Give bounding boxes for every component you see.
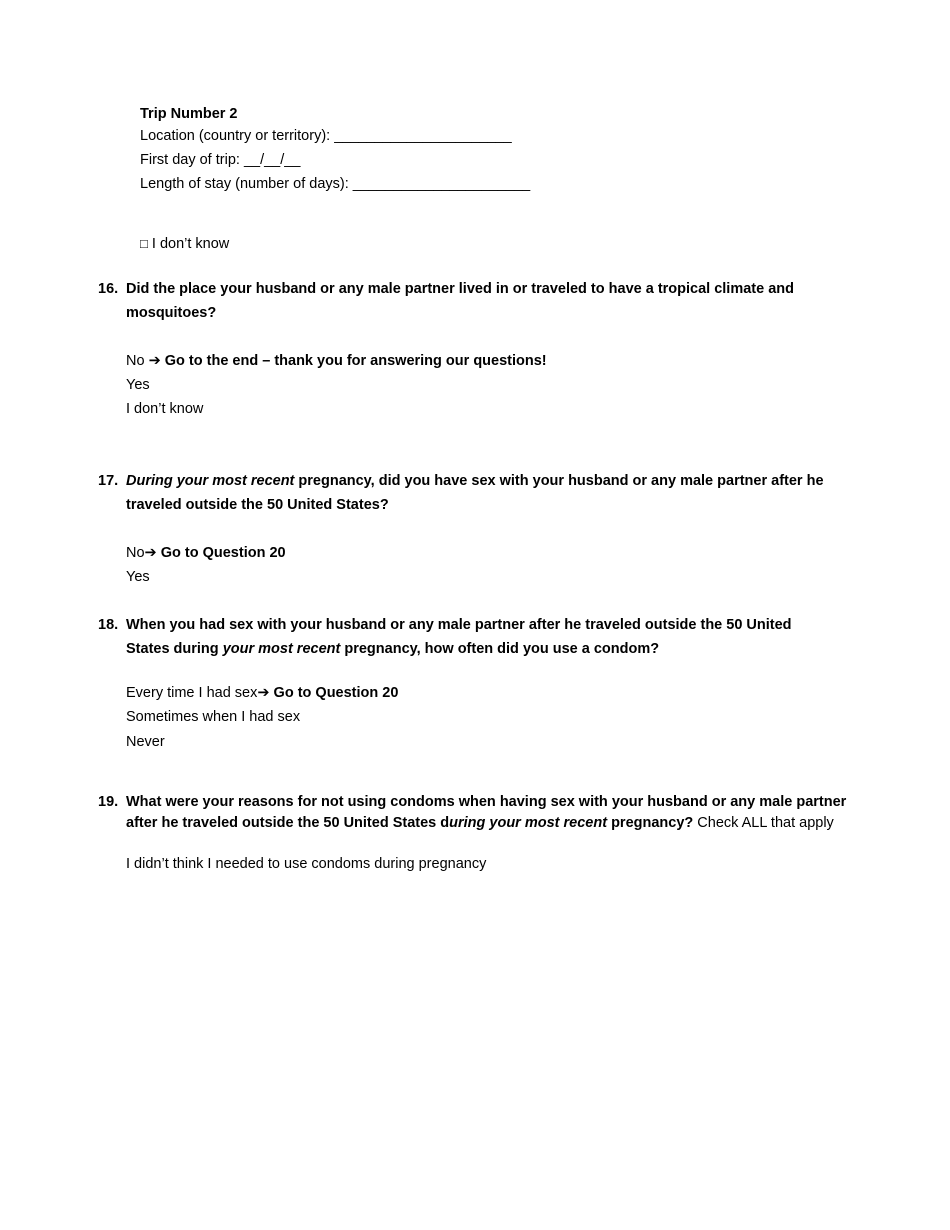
q17-text-rest: pregnancy, did you have sex with your husband or any male partner after he (294, 473, 824, 489)
first-day-row (140, 150, 300, 170)
q17-number: 17. (98, 473, 119, 489)
length-field[interactable]: ______________________ (352, 176, 531, 192)
q19-text-line1: What were your reasons for not using condoms when having sex with your husband or any male partner (126, 794, 847, 810)
first-day-field[interactable]: __/__/__ (243, 152, 301, 168)
q17-emphasis: During your most recent (126, 473, 295, 489)
q18-option-every-time[interactable] (126, 683, 398, 703)
length-label: Length of stay (number of days): (140, 176, 353, 192)
q17-option-no-label: No (126, 545, 145, 561)
q19-option-1[interactable]: I didn’t think I needed to use condoms during pregnancy (126, 856, 487, 872)
q18-text-line2 (126, 639, 659, 659)
q18-emphasis: your most recent (222, 641, 341, 657)
arrow-right-icon: ➔ (148, 353, 161, 369)
q19-instruction: Check ALL that apply (693, 815, 834, 831)
location-label: Location (country or territory): (140, 128, 335, 144)
q19-text-line2 (126, 813, 834, 833)
q18-number: 18. (98, 617, 119, 633)
checkbox-icon[interactable]: □ (140, 236, 148, 251)
q17-text-line2: traveled outside the 50 United States? (126, 497, 389, 513)
q18-skip-instruction: Go to Question 20 (269, 685, 399, 701)
q18-option-never[interactable]: Never (126, 734, 165, 750)
q18-text-part1: States during (126, 641, 223, 657)
q17-option-yes[interactable]: Yes (126, 569, 150, 585)
q16-skip-instruction: Go to the end – thank you for answering our questions! (160, 353, 547, 369)
q16-option-no-label: No (126, 353, 149, 369)
q18-option-sometimes[interactable]: Sometimes when I had sex (126, 709, 301, 725)
trip-heading: Trip Number 2 (140, 106, 238, 122)
length-row (140, 174, 530, 194)
q18-text-line1: When you had sex with your husband or any male partner after he traveled outside the 50 United (126, 617, 792, 633)
q18-text-part2: pregnancy, how often did you use a condom? (340, 641, 660, 657)
q19-text-part2: pregnancy? (607, 815, 694, 831)
q19-text-part1: after he traveled outside the 50 United States d (126, 815, 450, 831)
q17-skip-instruction: Go to Question 20 (156, 545, 286, 561)
q17-option-no[interactable] (126, 543, 286, 563)
arrow-right-icon: ➔ (257, 685, 270, 701)
q16-option-yes[interactable]: Yes (126, 377, 150, 393)
q16-option-dont-know[interactable]: I don’t know (126, 401, 204, 417)
q18-option-every-label: Every time I had sex (126, 685, 258, 701)
q19-emphasis: uring your most recent (449, 815, 608, 831)
q16-text-line1: Did the place your husband or any male partner lived in or traveled to have a tropical climate and (126, 281, 794, 297)
trip-dont-know-label: I don’t know (147, 236, 230, 252)
q16-number: 16. (98, 281, 119, 297)
first-day-label: First day of trip: (140, 152, 244, 168)
q17-text-line1 (126, 471, 824, 491)
q16-text-line2: mosquitoes? (126, 305, 217, 321)
q19-number: 19. (98, 794, 119, 810)
arrow-right-icon: ➔ (144, 545, 157, 561)
trip-dont-know-option[interactable] (140, 234, 229, 254)
q16-option-no[interactable] (126, 351, 547, 371)
location-row (140, 126, 512, 146)
location-field[interactable]: ______________________ (334, 128, 512, 144)
